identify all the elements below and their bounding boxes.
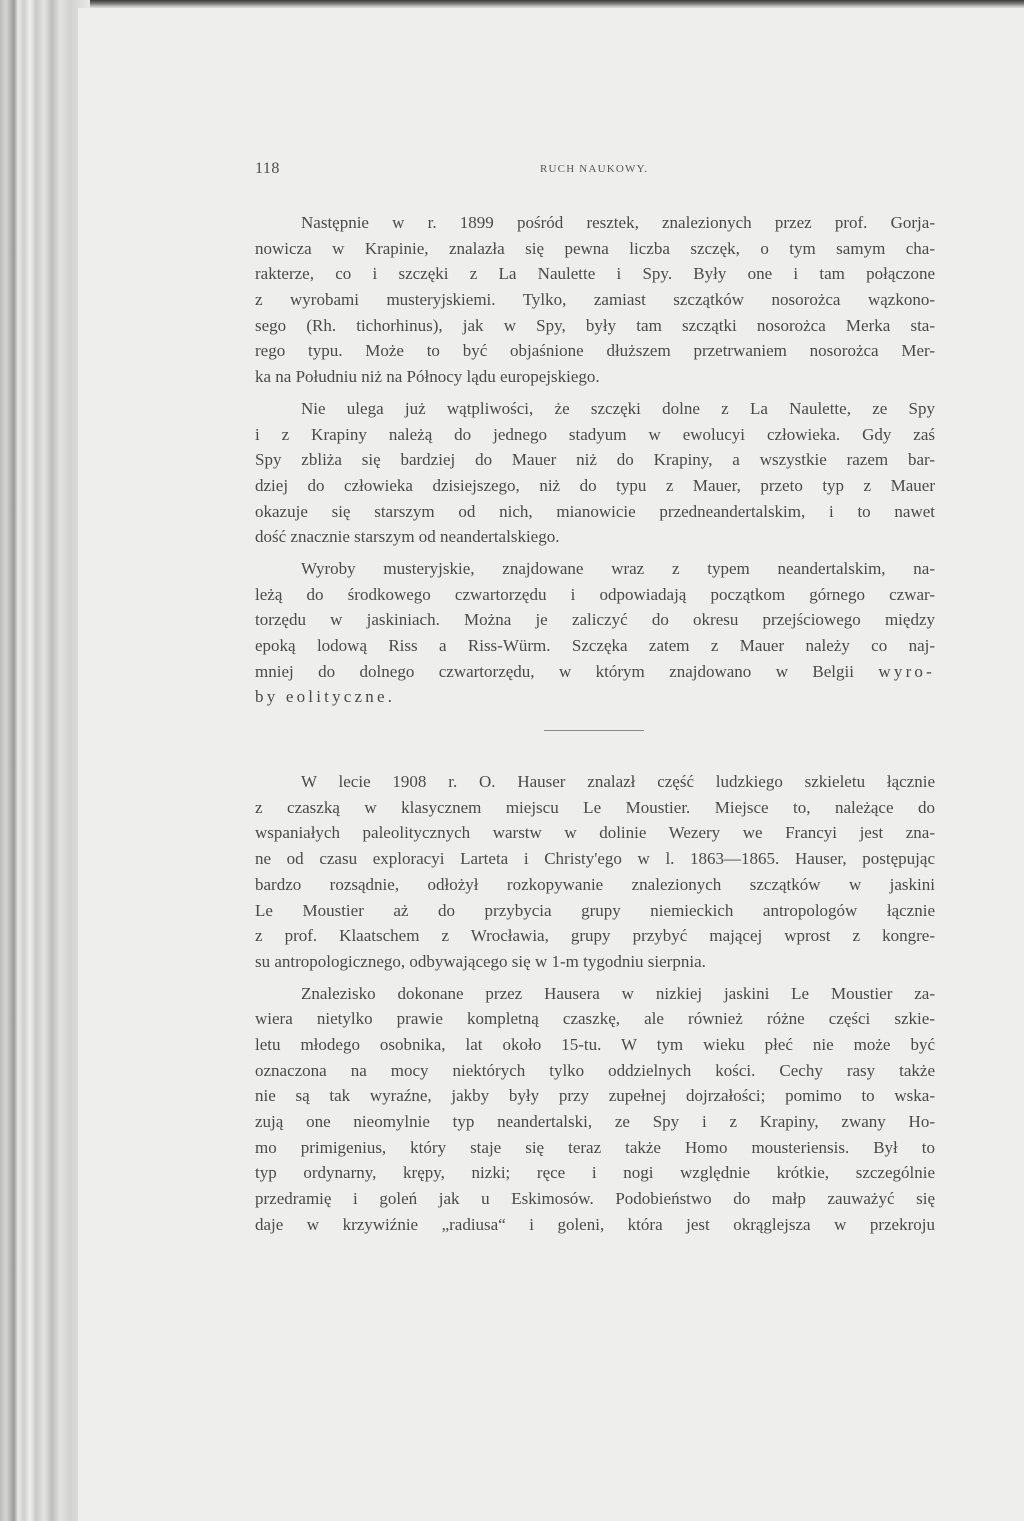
text-line: z czaszką w klasycznem miejscu Le Moustier. Miejsce to, należące do	[255, 797, 935, 817]
text-line: daje w krzywiźnie „radiusa“ i goleni, która jest okrąglejsza w przekroju	[255, 1214, 935, 1234]
text-run: mniej do dolnego czwartorzędu, w którym znajdowano w Belgii	[255, 661, 879, 681]
journal-title: RUCH NAUKOWY.	[540, 163, 649, 175]
text-line: rakterze, co i szczęki z La Naulette i Spy. Były one i tam połączone	[255, 264, 935, 284]
text-line: su antropologicznego, odbywającego się w 1-m tygodniu sierpnia.	[255, 951, 706, 971]
spaced-text: by eolityczne.	[255, 687, 396, 707]
text-line: nowicza w Krapinie, znalazła się pewna liczba szczęk, o tym samym cha-	[255, 238, 935, 258]
text-line: Wyroby musteryjskie, znajdowane wraz z typem neandertalskim, na-	[301, 558, 935, 578]
text-line: Znalezisko dokonane przez Hausera w nizkiej jaskini Le Moustier za-	[301, 983, 935, 1003]
paragraph-2	[255, 396, 935, 550]
text-line: dziej do człowieka dzisiejszego, niż do typu z Mauer, przeto typ z Mauer	[255, 475, 935, 495]
text-line: Nie ulega już wątpliwości, że szczęki dolne z La Naulette, ze Spy	[301, 398, 935, 418]
running-head	[255, 160, 935, 182]
text-line: typ ordynarny, krępy, nizki; ręce i nogi względnie krótkie, szczególnie	[255, 1163, 935, 1183]
paragraph-5	[255, 981, 935, 1238]
text-line: oznaczona na mocy niektórych tylko oddzielnych kości. Cechy rasy także	[255, 1060, 935, 1080]
text-line: dość znacznie starszym od neandertalskiego.	[255, 527, 560, 547]
text-line: letu młodego osobnika, lat około 15-tu. W tym wieku płeć nie może być	[255, 1034, 935, 1054]
text-line: epoką lodową Riss a Riss-Würm. Szczęka zatem z Mauer należy co naj-	[255, 636, 935, 655]
text-line: torzędu w jaskiniach. Można je zaliczyć do okresu przejściowego między	[255, 610, 935, 630]
text-line: wspaniałych paleolitycznych warstw w dolinie Wezery we Francyi jest zna-	[255, 823, 935, 843]
spaced-text: wyro-	[878, 661, 935, 681]
text-line: z wyrobami musteryjskiemi. Tylko, zamiast szczątków nosorożca wązkono-	[255, 290, 935, 310]
text-line: ka na Południu niż na Północy lądu europejskiego.	[255, 367, 600, 387]
text-line: z prof. Klaatschem z Wrocławia, grupy przybyć mającej wprost z kongre-	[255, 926, 935, 946]
text-line: bardzo rozsądnie, odłożył rozkopywanie znalezionych szczątków w jaskini	[255, 874, 935, 894]
text-line: Le Moustier aż do przybycia grupy niemieckich antropologów łącznie	[255, 900, 935, 920]
text-line: mo primigenius, który staje się teraz także Homo mousteriensis. Był to	[255, 1137, 935, 1157]
text-line: wiera nietylko prawie kompletną czaszkę, ale również różne części szkie-	[255, 1009, 935, 1029]
paragraph-3	[255, 556, 935, 710]
text-line: W lecie 1908 r. O. Hauser znalazł część ludzkiego szkieletu łącznie	[301, 772, 935, 792]
separator-gap	[255, 731, 935, 769]
text-line: i z Krapiny należą do jednego stadyum w ewolucyi człowieka. Gdy zaś	[255, 424, 935, 444]
text-line: okazuje się starszym od nich, mianowicie przedneandertalskim, i to nawet	[255, 501, 935, 521]
text-line	[255, 684, 935, 710]
paragraph-1	[255, 210, 935, 390]
text-line: leżą do środkowego czwartorzędu i odpowiadają początkom górnego czwar-	[255, 584, 935, 604]
page-number: 118	[255, 160, 280, 177]
body-text	[255, 210, 935, 1237]
paragraph-4	[255, 769, 935, 975]
text-line: zują one nieomylnie typ neandertalski, ze Spy i z Krapiny, zwany Ho-	[255, 1112, 935, 1131]
text-line: przedramię i goleń jak u Eskimosów. Podobieństwo do małp zauważyć się	[255, 1189, 935, 1209]
book-binding-edge	[0, 0, 90, 1521]
text-line: nie są tak wyraźne, jakby były przy zupełnej dojrzałości; pomimo to wska-	[255, 1086, 935, 1106]
text-line	[255, 659, 935, 685]
text-line: Spy zbliża się bardziej do Mauer niż do Krapiny, a wszystkie razem bar-	[255, 450, 935, 470]
text-line: Następnie w r. 1899 pośród resztek, znalezionych przez prof. Gorja-	[301, 213, 935, 232]
text-line: rego typu. Może to być objaśnione dłuższem przetrwaniem nosorożca Mer-	[255, 341, 935, 361]
text-line: ne od czasu exploracyi Larteta i Christy'ego w l. 1863—1865. Hauser, postępując	[255, 849, 935, 869]
text-line: sego (Rh. tichorhinus), jak w Spy, były tam szczątki nosorożca Merka sta-	[255, 315, 935, 335]
